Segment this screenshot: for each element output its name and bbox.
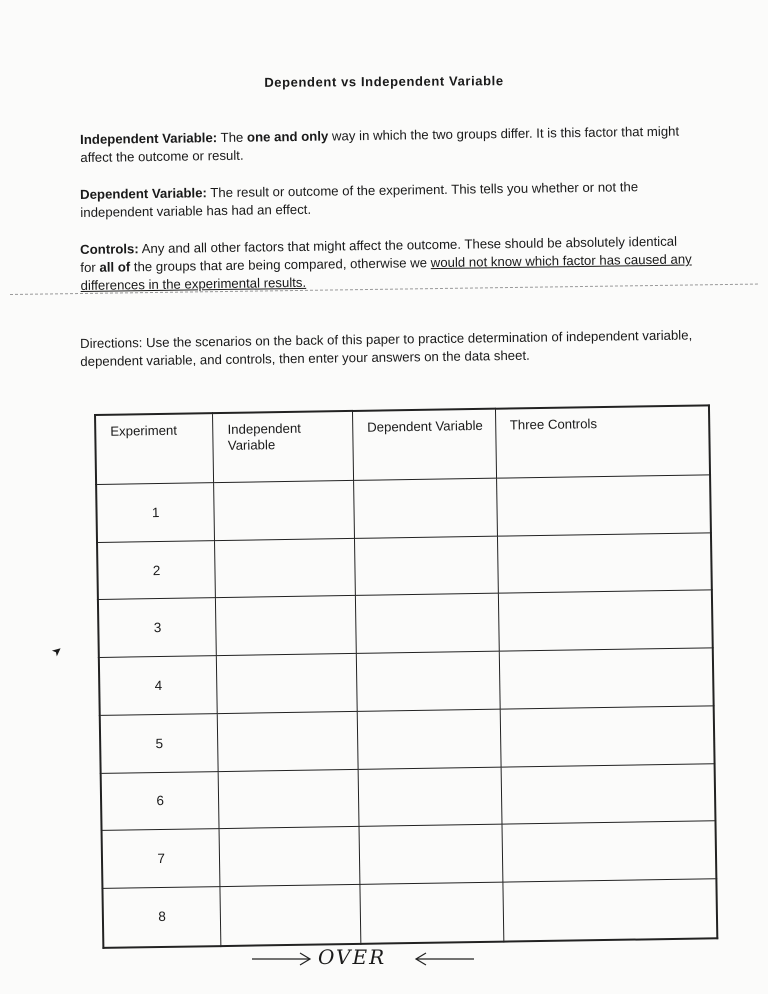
dependent-answer-cell[interactable] [358, 767, 501, 827]
page-title: Dependent vs Independent Variable [264, 73, 504, 90]
header-dependent-variable: Dependent Variable [352, 409, 496, 481]
experiment-number: 2 [97, 540, 216, 600]
table-row [99, 648, 714, 715]
independent-variable-definition [80, 122, 695, 167]
dependent-answer-cell[interactable] [360, 882, 503, 944]
table-header-row [95, 405, 710, 484]
controls-text-a: Any and all other factors that might affect the outcome. These should be absolutely identical for [80, 233, 678, 275]
table-row [98, 590, 713, 657]
independent-answer-cell[interactable] [216, 596, 357, 656]
controls-answer-cell[interactable] [501, 763, 716, 824]
experiment-number: 4 [99, 656, 218, 716]
dependent-answer-cell[interactable] [354, 536, 497, 596]
independent-answer-cell[interactable] [218, 711, 359, 771]
experiment-number: 8 [102, 886, 221, 947]
experiment-number: 3 [98, 598, 217, 658]
controls-answer-cell[interactable] [498, 590, 713, 651]
table-row [97, 533, 712, 600]
table-row [102, 821, 717, 888]
controls-answer-cell[interactable] [502, 879, 717, 942]
independent-answer-cell[interactable] [218, 769, 359, 829]
experiment-number: 6 [101, 771, 220, 831]
header-independent-variable: Independent Variable [213, 411, 354, 483]
controls-underlined-text: would not know which factor has caused any differences in the experimental results. [80, 251, 692, 293]
dependent-variable-term: Dependent Variable: [80, 185, 207, 202]
data-sheet [94, 404, 718, 949]
directions-text: Directions: Use the scenarios on the back of this paper to practice determination of independent variable, dependent variable, and controls, then enter your answers on the data sheet. [80, 327, 693, 369]
left-arrow-icon [410, 947, 476, 971]
dependent-variable-definition [80, 177, 695, 222]
independent-variable-term: Independent Variable: [80, 130, 218, 147]
independent-text-b: way in which the two groups differ. It is this factor that might affect the outcome or result. [80, 123, 680, 165]
dependent-answer-cell[interactable] [359, 824, 502, 884]
header-experiment: Experiment [95, 413, 214, 484]
controls-answer-cell[interactable] [497, 533, 712, 594]
experiment-number: 7 [102, 829, 221, 889]
controls-answer-cell[interactable] [499, 648, 714, 709]
table-row [100, 706, 715, 773]
right-arrow-icon [250, 947, 316, 971]
controls-emph: all of [99, 259, 131, 275]
independent-answer-cell[interactable] [217, 654, 358, 714]
controls-text-b: the groups that are being compared, otherwise we [130, 255, 431, 275]
bleed-through-text [470, 55, 720, 68]
independent-answer-cell[interactable] [220, 884, 361, 946]
independent-emph: one and only [246, 128, 329, 145]
header-three-controls: Three Controls [495, 405, 710, 478]
dependent-text: The result or outcome of the experiment. This tells you whether or not the independent variable has had an effect. [80, 179, 639, 220]
table-row [102, 879, 717, 948]
dependent-answer-cell[interactable] [354, 478, 497, 538]
stray-pen-mark-icon: ➤ [48, 642, 66, 660]
experiment-number: 5 [100, 713, 219, 773]
independent-answer-cell[interactable] [219, 827, 360, 887]
over-footer [250, 945, 480, 973]
experiment-number: 1 [96, 483, 215, 543]
data-table [94, 404, 718, 949]
table-row [96, 475, 711, 542]
dependent-answer-cell[interactable] [355, 594, 498, 654]
table-row [101, 763, 716, 830]
dependent-answer-cell[interactable] [356, 651, 499, 711]
over-label: OVER [318, 945, 387, 969]
independent-answer-cell[interactable] [215, 538, 356, 598]
controls-answer-cell[interactable] [496, 475, 711, 536]
independent-answer-cell[interactable] [214, 480, 355, 540]
controls-answer-cell[interactable] [502, 821, 717, 882]
dependent-answer-cell[interactable] [357, 709, 500, 769]
controls-answer-cell[interactable] [500, 706, 715, 767]
controls-term: Controls: [80, 241, 139, 257]
independent-text-a: The [217, 129, 248, 146]
